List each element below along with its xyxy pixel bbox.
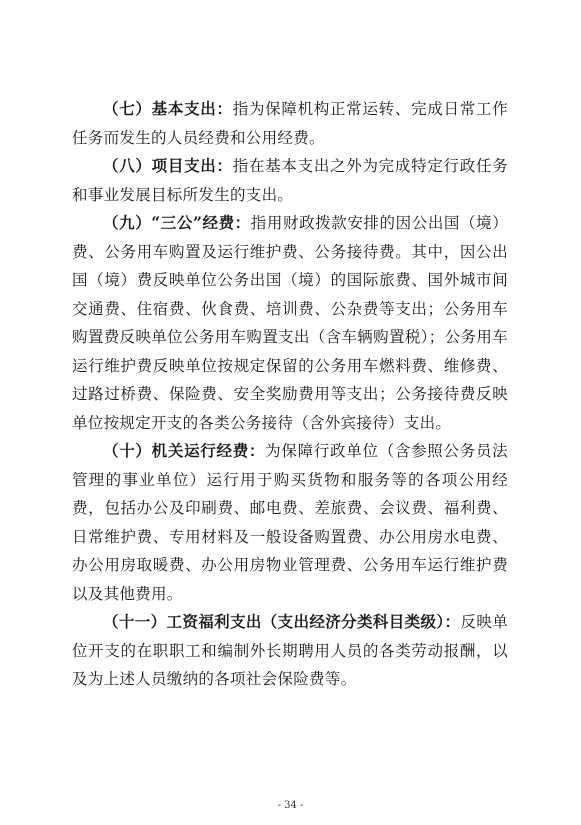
paragraph-wage-welfare-expenditure xyxy=(72,608,508,694)
paragraph-agency-operating-expenses xyxy=(72,437,508,608)
term-definition: 指为保障机构正常运转、完成日常工作任务而发生的人员经费和公用经费。 xyxy=(72,100,508,147)
term-definition: 反映单位开支的在职职工和编制外长期聘用人员的各类劳动报酬，以及为上述人员缴纳的各项社会保险费等。 xyxy=(72,613,508,688)
term-label: （十）机关运行经费： xyxy=(103,441,266,460)
term-label: （九）“三公”经费： xyxy=(103,213,251,232)
page-number: - 34 - xyxy=(277,800,304,811)
term-label: （七）基本支出： xyxy=(103,99,233,118)
document-body xyxy=(72,95,508,694)
paragraph-project-expenditure xyxy=(72,152,508,209)
term-definition: 指用财政拨款安排的因公出国（境）费、公务用车购置及运行维护费、公务接待费。其中，因公出国（境）费反映单位公务出国（境）的国际旅费、国外城市间交通费、住宿费、伙食费、培训费、公杂费等支出；公务用车购置费反映单位公务用车购置支出（含车辆购置税）；公务用车运行维护费反映单位按规定保留的公务用车燃料费、维修费、过路过桥费、保险费、安全奖励费用等支出；公务接待费反映单位按规定开支的各类公务接待（含外宾接待）支出。 xyxy=(72,214,508,432)
paragraph-basic-expenditure xyxy=(72,95,508,152)
term-definition: 为保障行政单位（含参照公务员法管理的事业单位）运行用于购买货物和服务等的各项公用经费，包括办公及印刷费、邮电费、差旅费、会议费、福利费、日常维护费、专用材料及一般设备购置费、办公用房水电费、办公用房取暖费、办公用房物业管理费、公务用车运行维护费以及其他费用。 xyxy=(72,442,508,603)
paragraph-three-public-expenses xyxy=(72,209,508,437)
term-label: （八）项目支出： xyxy=(103,156,233,175)
term-label: （十一）工资福利支出（支出经济分类科目类级）： xyxy=(103,612,461,631)
term-definition: 指在基本支出之外为完成特定行政任务和事业发展目标所发生的支出。 xyxy=(72,157,508,204)
